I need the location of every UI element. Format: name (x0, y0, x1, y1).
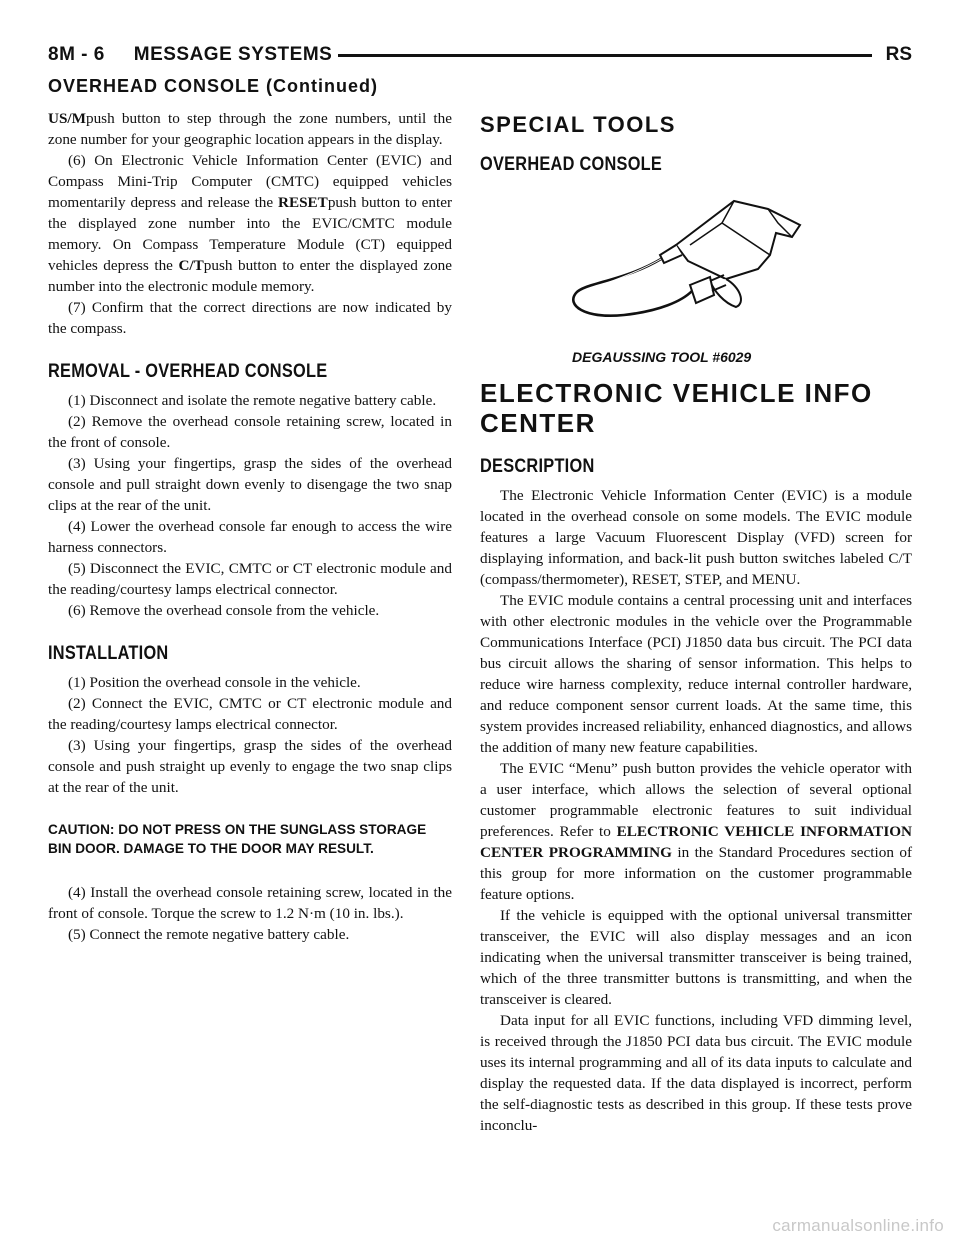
header-rule (248, 54, 872, 57)
installation-heading: INSTALLATION (48, 643, 169, 664)
data-input-paragraph: Data input for all EVIC functions, including VFD dimming level, is received through the J1850 PCI data bus circuit. The EVIC module uses its internal programming and all of its data inputs to calculate and display the requested data. If the data displayed is incorrect, perform the self-diagnostic tests as described in this group. If these tests prove inconclu- (480, 1012, 912, 1134)
installation-step: (4) Install the overhead console retaining screw, located in the front of console. Torque the screw to 1.2 N·m (10 in. lbs.). (48, 884, 452, 922)
ct-label: C/T (178, 257, 204, 274)
transceiver-paragraph: If the vehicle is equipped with the optional universal transmitter transceiver, the EVIC will also display messages and an icon indicating when the universal transmitter transceiver is being trained, which of the three transmitter buttons is transmitting, and when the transceiver is cleared. (480, 907, 912, 1008)
removal-step: (1) Disconnect and isolate the remote negative battery cable. (68, 392, 437, 409)
removal-step: (5) Disconnect the EVIC, CMTC or CT electronic module and the reading/courtesy lamps electrical connector. (48, 560, 452, 598)
evic-heading: ELECTRONIC VEHICLE INFO CENTER (480, 378, 873, 438)
step-6 (48, 150, 452, 297)
description-paragraph: The EVIC module contains a central processing unit and interfaces with other electronic modules in the vehicle over the Programmable Communications Interface (PCI) J1850 data bus circuit. The PCI data bus circuit allows the sharing of sensor information. This helps to reduce wire harness complexity, reduce internal controller hardware, and reduce component sensor current loads. At the same time, this system provides increased reliability, enhanced diagnostics, and allows the addition of many new feature capabilities. (480, 592, 912, 756)
page-header (48, 44, 912, 74)
caution-note: CAUTION: DO NOT PRESS ON THE SUNGLASS STORAGE BIN DOOR. DAMAGE TO THE DOOR MAY RESULT. (48, 822, 427, 856)
usm-button-label: US/M (48, 110, 86, 127)
continued-heading: OVERHEAD CONSOLE (Continued) (48, 76, 378, 96)
manual-code: RS (880, 44, 912, 66)
special-tools-heading: SPECIAL TOOLS (480, 112, 676, 137)
menu-paragraph (480, 758, 912, 905)
intro-paragraph (48, 108, 452, 150)
degaussing-tool-figure (480, 183, 912, 343)
removal-heading: REMOVAL - OVERHEAD CONSOLE (48, 361, 328, 382)
installation-step: (3) Using your fingertips, grasp the sides of the overhead console and push straight up evenly to engage the two snap clips at the rear of the unit. (48, 737, 452, 796)
removal-step: (6) Remove the overhead console from the vehicle. (68, 602, 380, 619)
installation-step: (2) Connect the EVIC, CMTC or CT electronic module and the reading/courtesy lamps electrical connector. (48, 695, 452, 733)
overhead-console-heading: OVERHEAD CONSOLE (480, 154, 663, 175)
section-label: 8M - 6 MESSAGE SYSTEMS (48, 44, 338, 66)
watermark-text: carmanualsonline.info (772, 1216, 944, 1235)
description-heading: DESCRIPTION (480, 456, 595, 477)
reset-label: RESET (278, 194, 328, 211)
step-6-text-3: push button to enter the displayed zone number into the electronic module memory. (48, 257, 452, 295)
intro-text: push button to step through the zone numbers, until the zone number for your geographic location appears in the display. (48, 110, 452, 148)
degaussing-tool-illustration (564, 183, 804, 333)
description-paragraph: The Electronic Vehicle Information Center (EVIC) is a module located in the overhead console on some models. The EVIC module features a large Vacuum Fluorescent Display (VFD) screen for displaying information, and back-lit push button switches labeled C/T (compass/thermometer), RESET, STEP, and MENU. (480, 487, 912, 588)
left-column (48, 108, 452, 945)
removal-step: (2) Remove the overhead console retaining screw, located in the front of console. (48, 413, 452, 451)
removal-step: (3) Using your fingertips, grasp the sides of the overhead console and pull straight down evenly to disengage the two snap clips at the rear of the unit. (48, 455, 452, 514)
installation-step: (5) Connect the remote negative battery cable. (68, 926, 350, 943)
removal-step: (4) Lower the overhead console far enough to access the wire harness connectors. (48, 518, 452, 556)
step-6-text-1: (6) On Electronic Vehicle Information Center (EVIC) and Compass Mini-Trip Computer (CMTC) equipped vehicles momentarily depress and release the (48, 152, 452, 211)
programming-reference: ELECTRONIC VEHICLE INFORMATION CENTER PROGRAMMING (480, 823, 913, 861)
step-6-text-2: push button to enter the displayed zone number into the EVIC/CMTC module memory. On Compass Temperature Module (CT) equipped vehicles depress the (48, 194, 453, 274)
figure-caption: DEGAUSSING TOOL #6029 (572, 349, 752, 365)
installation-step: (1) Position the overhead console in the vehicle. (68, 674, 361, 691)
step-7: (7) Confirm that the correct directions are now indicated by the compass. (48, 299, 452, 337)
right-column (480, 108, 912, 1136)
menu-text-2: in the Standard Procedures section of this group for more information on the customer programmable feature options. (480, 844, 912, 903)
menu-text-1: The EVIC “Menu” push button provides the vehicle operator with a user interface, which allows the selection of several optional customer programmable electronic features to suit individual preferences. Refer to (480, 760, 912, 840)
